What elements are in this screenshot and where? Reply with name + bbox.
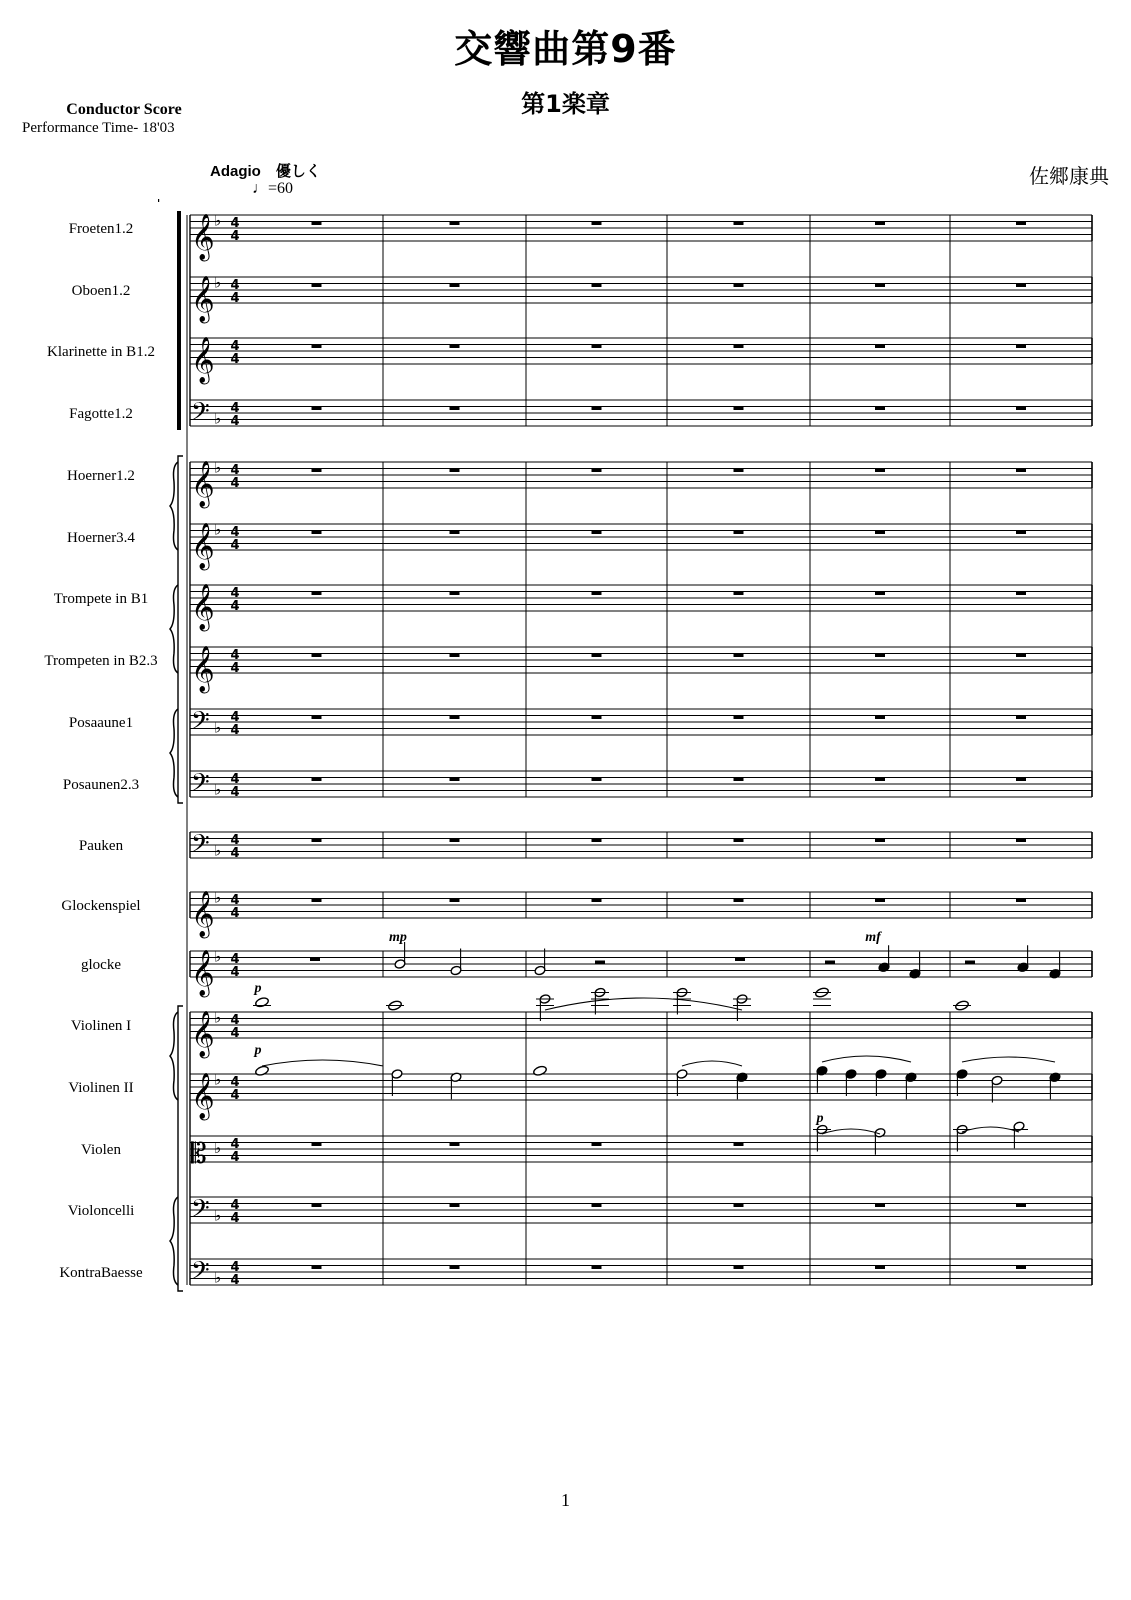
flat-icon: ♭ (214, 458, 222, 477)
treble-clef-icon: 𝄞 (191, 891, 215, 937)
whole-rest (875, 839, 885, 843)
half-rest (825, 961, 835, 965)
time-signature-numerator: 4 (230, 216, 240, 231)
note (255, 1065, 270, 1077)
time-signature-numerator: 4 (230, 1013, 240, 1028)
whole-rest (1016, 407, 1026, 411)
whole-rest (312, 778, 322, 782)
dynamic-marking: p (816, 1111, 824, 1126)
section-bracket (178, 1006, 183, 1291)
whole-rest (592, 778, 602, 782)
whole-rest (1016, 222, 1026, 226)
whole-rest (592, 716, 602, 720)
instrument-label: Posaunen2.3 (62, 777, 140, 793)
whole-rest (734, 531, 744, 535)
whole-rest (450, 1266, 460, 1270)
flat-icon: ♭ (214, 841, 222, 860)
whole-rest (312, 1204, 322, 1208)
time-signature-denominator: 4 (230, 414, 240, 429)
whole-rest (312, 1143, 322, 1147)
score-title: 交響曲第9番 (454, 27, 677, 71)
time-signature-denominator: 4 (230, 1088, 240, 1103)
whole-rest (734, 592, 744, 596)
time-signature-denominator: 4 (230, 723, 240, 738)
whole-rest (734, 222, 744, 226)
whole-rest (875, 778, 885, 782)
whole-rest (592, 839, 602, 843)
whole-rest (592, 407, 602, 411)
whole-rest (734, 345, 744, 349)
whole-rest (310, 958, 320, 962)
time-signature-denominator: 4 (230, 846, 240, 861)
score-type-label: Conductor Score (66, 101, 182, 118)
whole-rest (312, 345, 322, 349)
time-signature-denominator: 4 (230, 1273, 240, 1288)
time-signature-numerator: 4 (230, 648, 240, 663)
whole-rest (592, 531, 602, 535)
time-signature-denominator: 4 (230, 965, 240, 980)
treble-clef-icon: 𝄞 (191, 337, 215, 383)
whole-rest (1016, 1266, 1026, 1270)
treble-clef-icon: 𝄞 (191, 214, 215, 260)
flat-icon: ♭ (214, 211, 222, 230)
note (255, 996, 270, 1008)
note (533, 1065, 548, 1077)
section-bracket (178, 456, 183, 803)
whole-rest (735, 958, 745, 962)
instrument-label: Violen (81, 1142, 121, 1158)
time-signature-denominator: 4 (230, 1150, 240, 1165)
treble-clef-icon: 𝄞 (191, 1073, 215, 1119)
whole-rest (312, 1266, 322, 1270)
time-signature-numerator: 4 (230, 586, 240, 601)
time-signature-denominator: 4 (230, 599, 240, 614)
system-start-tick (158, 199, 159, 202)
whole-rest (592, 284, 602, 288)
time-signature-denominator: 4 (230, 352, 240, 367)
whole-rest (450, 284, 460, 288)
whole-rest (875, 531, 885, 535)
dynamic-marking: mf (865, 930, 881, 945)
whole-rest (875, 345, 885, 349)
flat-icon: ♭ (214, 1139, 222, 1157)
whole-rest (875, 899, 885, 903)
whole-rest (875, 284, 885, 288)
whole-rest (312, 839, 322, 843)
performance-time: Performance Time- 18'03 (22, 120, 175, 136)
flat-icon: ♭ (214, 1070, 222, 1089)
time-signature-denominator: 4 (230, 476, 240, 491)
brace-icon (170, 1012, 178, 1100)
whole-rest (1016, 592, 1026, 596)
whole-rest (312, 407, 322, 411)
dynamic-marking: p (254, 981, 262, 996)
whole-rest (592, 469, 602, 473)
whole-rest (450, 407, 460, 411)
whole-rest (312, 592, 322, 596)
whole-rest (592, 899, 602, 903)
treble-clef-icon: 𝄞 (191, 461, 215, 507)
whole-rest (1016, 345, 1026, 349)
time-signature-denominator: 4 (230, 661, 240, 676)
whole-rest (450, 531, 460, 535)
whole-rest (592, 592, 602, 596)
flat-icon: ♭ (214, 888, 222, 907)
staff (72, 277, 1092, 303)
instrument-label: Hoerner3.4 (67, 530, 135, 546)
whole-rest (875, 469, 885, 473)
bass-clef-icon: 𝄢 (191, 768, 210, 802)
instrument-label: Violinen I (70, 1018, 132, 1034)
instrument-label: Violoncelli (67, 1203, 135, 1219)
whole-rest (875, 1266, 885, 1270)
whole-rest (450, 1143, 460, 1147)
whole-rest (1016, 716, 1026, 720)
bass-clef-icon: 𝄢 (191, 706, 210, 740)
whole-rest (450, 1204, 460, 1208)
treble-clef-icon: 𝄞 (191, 1011, 215, 1057)
flat-icon: ♭ (214, 780, 222, 799)
whole-rest (450, 839, 460, 843)
instrument-label: glocke (81, 957, 121, 973)
whole-rest (734, 469, 744, 473)
time-signature-numerator: 4 (230, 710, 240, 725)
whole-rest (312, 654, 322, 658)
whole-rest (734, 839, 744, 843)
treble-clef-icon: 𝄞 (191, 276, 215, 322)
instrument-label: Trompeten in B2.3 (44, 653, 158, 669)
alto-clef-icon: 𝄡 (191, 1137, 207, 1170)
woodwind-bracket (177, 211, 181, 430)
whole-rest (875, 1204, 885, 1208)
staff (68, 1197, 1092, 1223)
flat-icon: ♭ (214, 718, 222, 737)
time-signature-numerator: 4 (230, 463, 240, 478)
tempo-marking: Adagio 優しく (210, 163, 321, 180)
metronome-marking: ♩=60 (252, 180, 294, 197)
whole-rest (875, 716, 885, 720)
treble-clef-icon: 𝄞 (191, 646, 215, 692)
whole-rest (312, 899, 322, 903)
instrument-label: KontraBaesse (59, 1265, 143, 1281)
whole-rest (592, 345, 602, 349)
flat-icon: ♭ (214, 1008, 222, 1027)
whole-rest (450, 778, 460, 782)
whole-rest (592, 1143, 602, 1147)
half-rest (965, 961, 975, 965)
whole-rest (875, 654, 885, 658)
whole-rest (1016, 1204, 1026, 1208)
slur (962, 1057, 1055, 1062)
time-signature-denominator: 4 (230, 785, 240, 800)
whole-rest (450, 716, 460, 720)
bass-clef-icon: 𝄢 (191, 1256, 210, 1290)
treble-clef-icon: 𝄞 (191, 523, 215, 569)
time-signature-denominator: 4 (230, 906, 240, 921)
slur (822, 1056, 911, 1062)
instrument-label: Klarinette in B1.2 (47, 344, 155, 360)
time-signature-denominator: 4 (230, 291, 240, 306)
half-rest (595, 961, 605, 965)
flat-icon: ♭ (214, 409, 222, 428)
staff (71, 1012, 1092, 1038)
flat-icon: ♭ (214, 1206, 222, 1225)
movement-title: 第1楽章 (521, 90, 610, 118)
whole-rest (1016, 531, 1026, 535)
time-signature-denominator: 4 (230, 229, 240, 244)
bass-clef-icon: 𝄢 (191, 1194, 210, 1228)
page-number: 1 (561, 1490, 570, 1510)
staff (69, 400, 1092, 426)
whole-rest (734, 1266, 744, 1270)
instrument-label: Violinen II (68, 1080, 134, 1096)
brace-icon (170, 1197, 178, 1285)
whole-rest (1016, 469, 1026, 473)
brace-icon (170, 709, 178, 797)
instrument-label: Hoerner1.2 (67, 468, 135, 484)
whole-rest (734, 407, 744, 411)
whole-rest (1016, 899, 1026, 903)
whole-rest (734, 654, 744, 658)
whole-rest (875, 592, 885, 596)
time-signature-numerator: 4 (230, 339, 240, 354)
time-signature-numerator: 4 (230, 1260, 240, 1275)
time-signature-numerator: 4 (230, 952, 240, 967)
time-signature-numerator: 4 (230, 401, 240, 416)
time-signature-numerator: 4 (230, 525, 240, 540)
whole-rest (875, 407, 885, 411)
instrument-label: Oboen1.2 (71, 283, 131, 299)
whole-rest (450, 654, 460, 658)
whole-rest (875, 222, 885, 226)
whole-rest (734, 1204, 744, 1208)
bass-clef-icon: 𝄢 (191, 829, 210, 863)
time-signature-denominator: 4 (230, 538, 240, 553)
whole-rest (734, 1143, 744, 1147)
whole-rest (734, 778, 744, 782)
time-signature-numerator: 4 (230, 1075, 240, 1090)
whole-rest (1016, 284, 1026, 288)
whole-rest (734, 284, 744, 288)
whole-rest (592, 654, 602, 658)
staff (69, 709, 1092, 735)
time-signature-denominator: 4 (230, 1211, 240, 1226)
treble-clef-icon: 𝄞 (191, 584, 215, 630)
whole-rest (592, 222, 602, 226)
flat-icon: ♭ (214, 947, 222, 966)
instrument-label: Pauken (78, 838, 124, 854)
brace-icon (170, 585, 178, 673)
whole-rest (450, 345, 460, 349)
time-signature-denominator: 4 (230, 1026, 240, 1041)
staff (69, 215, 1092, 241)
instrument-label: Posaaune1 (68, 715, 134, 731)
whole-rest (1016, 839, 1026, 843)
flat-icon: ♭ (214, 1268, 222, 1287)
instrument-label: Froeten1.2 (68, 221, 134, 237)
brace-icon (170, 462, 178, 550)
dynamic-marking: p (254, 1043, 262, 1058)
flat-icon: ♭ (214, 273, 222, 292)
whole-rest (1016, 654, 1026, 658)
instrument-label: Trompete in B1 (53, 591, 149, 607)
instrument-label: Fagotte1.2 (69, 406, 133, 422)
flat-icon: ♭ (214, 520, 222, 539)
slur (545, 998, 742, 1010)
dynamic-marking: mp (389, 930, 407, 945)
treble-clef-icon: 𝄞 (191, 950, 215, 996)
whole-rest (592, 1204, 602, 1208)
time-signature-numerator: 4 (230, 1198, 240, 1213)
whole-rest (312, 222, 322, 226)
time-signature-numerator: 4 (230, 833, 240, 848)
time-signature-numerator: 4 (230, 1137, 240, 1152)
slur (962, 1127, 1019, 1132)
slur (682, 1061, 742, 1066)
whole-rest (312, 716, 322, 720)
time-signature-numerator: 4 (230, 772, 240, 787)
whole-rest (450, 592, 460, 596)
whole-rest (312, 531, 322, 535)
slur (262, 1060, 383, 1066)
whole-rest (592, 1266, 602, 1270)
staff (68, 1074, 1092, 1100)
composer-name: 佐郷康典 (1029, 164, 1109, 188)
instrument-label: Glockenspiel (61, 898, 141, 914)
whole-rest (450, 222, 460, 226)
whole-rest (1016, 778, 1026, 782)
whole-rest (450, 469, 460, 473)
time-signature-numerator: 4 (230, 278, 240, 293)
whole-rest (450, 899, 460, 903)
whole-rest (734, 899, 744, 903)
whole-rest (312, 284, 322, 288)
whole-rest (734, 716, 744, 720)
whole-rest (312, 469, 322, 473)
bass-clef-icon: 𝄢 (191, 397, 210, 431)
time-signature-numerator: 4 (230, 893, 240, 908)
